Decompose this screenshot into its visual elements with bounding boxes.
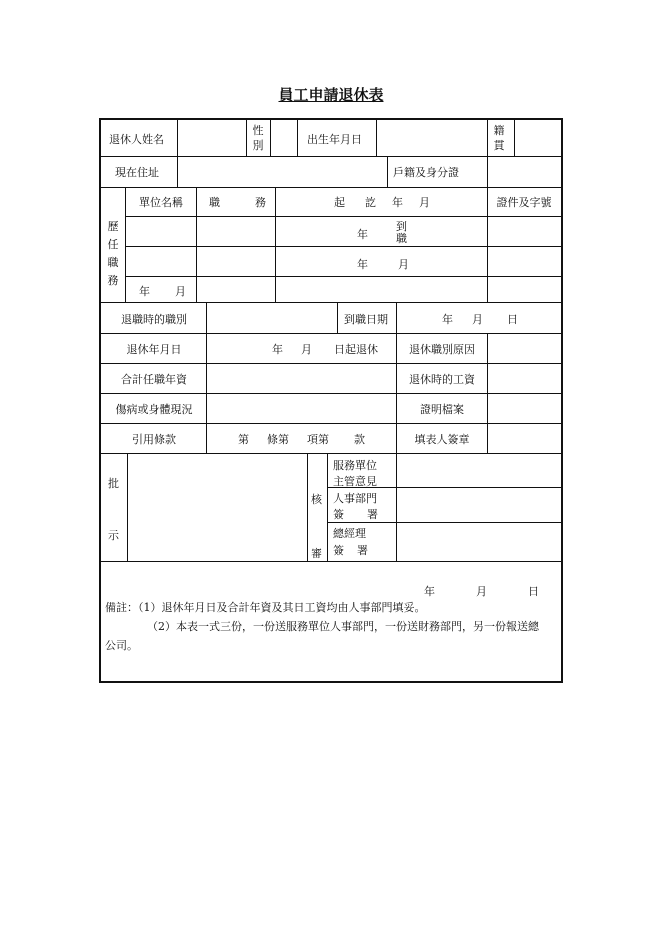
salary-label: 退休時的工資 xyxy=(409,373,475,386)
hr-sign-l2b: 署 xyxy=(367,508,378,521)
native-label: 籍貫 xyxy=(493,124,505,152)
col-divider xyxy=(177,156,178,187)
unit-name-header: 單位名稱 xyxy=(139,196,183,209)
gm-sign-l2a: 簽 xyxy=(333,544,344,557)
arrive-mark: 到 xyxy=(396,220,407,233)
history-extra-month: 月 xyxy=(175,285,186,298)
row-divider xyxy=(101,156,561,157)
footer-day: 日 xyxy=(528,585,539,598)
article-d3: 項第 xyxy=(307,433,329,446)
col-divider xyxy=(487,120,488,156)
row-divider xyxy=(101,423,561,424)
filler-label: 填表人簽章 xyxy=(414,433,470,446)
col-divider xyxy=(206,302,207,453)
leave-mark: 職 xyxy=(396,232,407,245)
col-divider xyxy=(514,120,515,156)
row-divider xyxy=(101,333,561,334)
col-divider xyxy=(196,187,197,302)
history-extra-year: 年 xyxy=(139,285,150,298)
row-divider xyxy=(125,216,561,217)
col-divider xyxy=(127,453,128,561)
name-label: 退休人姓名 xyxy=(109,133,164,146)
cert-header: 證件及字號 xyxy=(496,196,552,209)
row-divider xyxy=(125,246,561,247)
note-1: 備註：（1）退休年月日及合計年資及其日工資均由人事部門填妥。 xyxy=(105,601,426,614)
gender-label: 性別 xyxy=(252,124,264,152)
note-2: （2）本表一式三份，一份送服務單位人事部門，一份送財務部門，另一份報送總 xyxy=(147,620,539,633)
col-divider xyxy=(396,302,397,453)
row-divider xyxy=(101,393,561,394)
col-divider xyxy=(307,453,308,561)
position-header-b: 務 xyxy=(255,196,266,209)
history-month-2: 月 xyxy=(398,258,409,271)
period-header-b: 訖 xyxy=(365,196,376,209)
row-divider xyxy=(101,363,561,364)
period-header-a: 起 xyxy=(334,196,345,209)
article-d2: 條第 xyxy=(267,433,289,446)
position-header-a: 職 xyxy=(209,196,220,209)
address-label: 現在住址 xyxy=(115,166,159,179)
col-divider xyxy=(327,453,328,561)
unit-opinion-l2: 主管意見 xyxy=(333,475,377,488)
health-label: 傷病或身體現況 xyxy=(115,403,193,416)
history-year-1: 年 xyxy=(357,228,368,241)
arrive-year: 年 xyxy=(442,313,453,326)
retire-date-label: 退休年月日 xyxy=(126,343,182,356)
arrive-month: 月 xyxy=(472,313,483,326)
note-3: 公司。 xyxy=(105,639,138,652)
row-divider xyxy=(101,453,561,454)
birth-label: 出生年月日 xyxy=(307,133,362,146)
period-header-c: 年 xyxy=(392,196,403,209)
col-divider xyxy=(125,187,126,302)
arrive-day: 日 xyxy=(507,313,518,326)
page-title: 員工申請退休表 xyxy=(278,86,384,104)
proof-label: 證明檔案 xyxy=(420,403,464,416)
col-divider xyxy=(297,120,298,156)
unit-opinion-l1: 服務單位 xyxy=(333,459,377,472)
approve-mark-b: 示 xyxy=(108,529,119,542)
total-years-label: 合計任職年資 xyxy=(121,373,187,386)
row-divider xyxy=(125,276,561,277)
col-divider xyxy=(487,333,488,453)
row-divider xyxy=(101,302,561,303)
hr-sign-l1: 人事部門 xyxy=(333,492,377,505)
article-d1: 第 xyxy=(238,433,249,446)
col-divider xyxy=(275,187,276,302)
col-divider xyxy=(337,302,338,333)
col-divider xyxy=(487,187,488,302)
col-divider xyxy=(387,156,388,187)
notes xyxy=(105,598,559,655)
col-divider xyxy=(487,156,488,187)
col-divider xyxy=(177,120,178,156)
retire-month: 月 xyxy=(301,343,312,356)
retire-position-label: 退職時的職別 xyxy=(121,313,187,326)
review-mark-b: 審 xyxy=(311,547,322,560)
history-label: 歷任職務 xyxy=(107,220,119,287)
gm-sign-l1: 總經理 xyxy=(333,527,366,540)
footer-month: 月 xyxy=(476,585,487,598)
article-d4: 款 xyxy=(354,433,365,446)
row-divider xyxy=(101,561,561,562)
retire-year: 年 xyxy=(272,343,283,356)
retire-day-from: 日起退休 xyxy=(334,343,378,356)
gm-sign-l2b: 署 xyxy=(357,544,368,557)
col-divider xyxy=(396,453,397,561)
col-divider xyxy=(246,120,247,156)
hr-sign-l2a: 簽 xyxy=(333,508,344,521)
row-divider xyxy=(101,187,561,188)
article-label: 引用條款 xyxy=(132,433,176,446)
arrive-date-label: 到職日期 xyxy=(344,313,388,326)
approve-mark-a: 批 xyxy=(108,477,119,490)
footer-year: 年 xyxy=(424,585,435,598)
col-divider xyxy=(270,120,271,156)
household-label: 戶籍及身分證 xyxy=(393,166,459,179)
reason-label: 退休職別原因 xyxy=(409,343,475,356)
retirement-form xyxy=(99,118,563,683)
history-year-2: 年 xyxy=(357,258,368,271)
review-mark-a: 核 xyxy=(311,493,322,506)
col-divider xyxy=(376,120,377,156)
period-header-d: 月 xyxy=(419,196,430,209)
row-divider xyxy=(327,522,561,523)
